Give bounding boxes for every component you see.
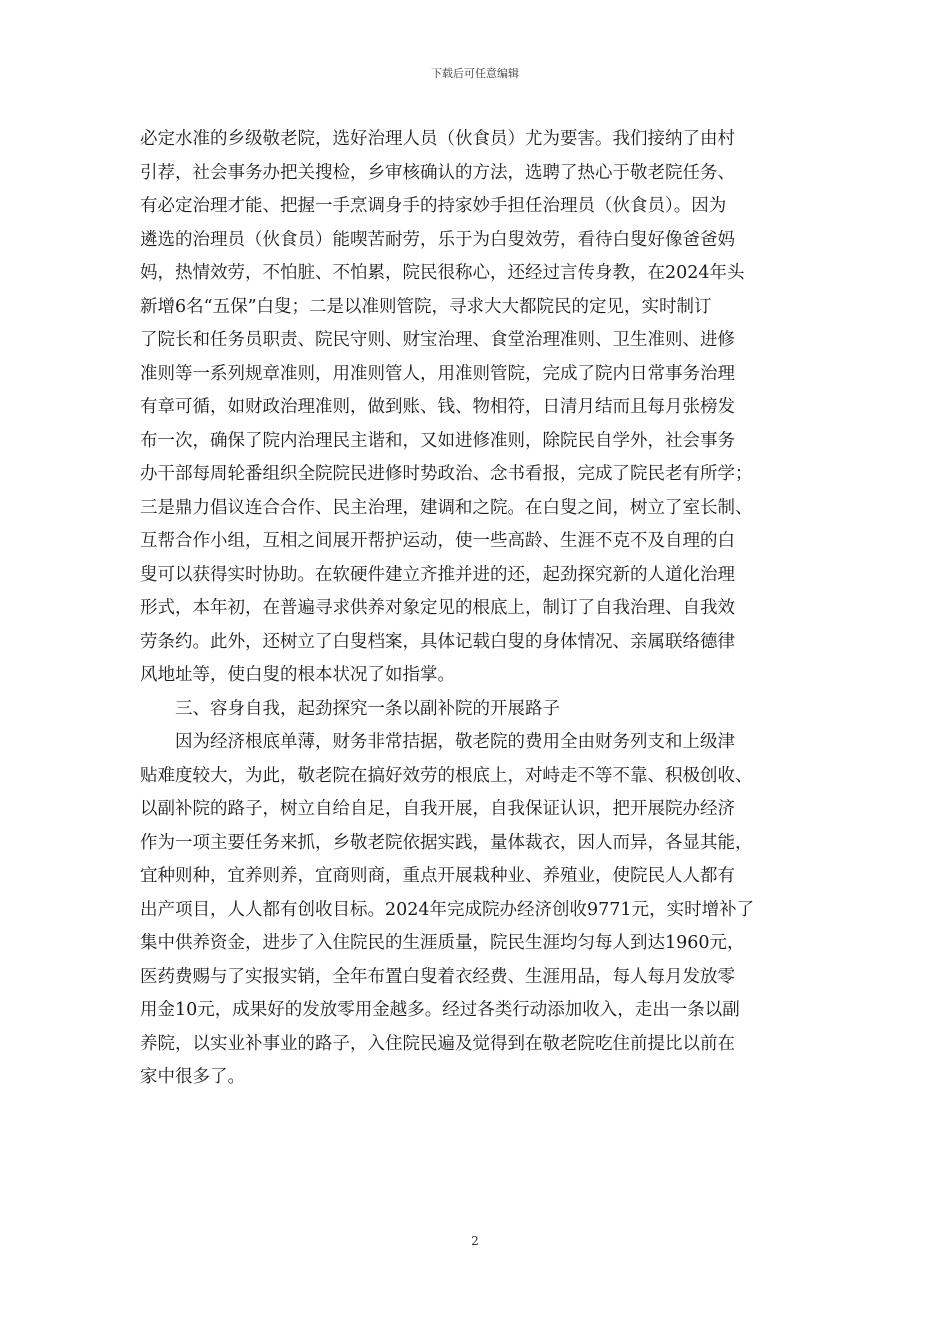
page-header: 下载后可任意编辑 xyxy=(431,67,519,80)
text-line: 养院，以实业补事业的路子，入住院民遍及觉得到在敬老院吃住前提比以前在 xyxy=(140,1033,735,1054)
text-line: 互帮合作小组，互相之间展开帮护运动，使一些高龄、生涯不克不及自理的白 xyxy=(140,531,735,551)
text-line: 家中很多了。 xyxy=(140,1067,245,1087)
page-number: 2 xyxy=(471,1234,479,1248)
text-line: 叟可以获得实时协助。在软硬件建立齐推并进的还，起劲探究新的人道化治理 xyxy=(140,564,735,585)
text-line: 贴难度较大，为此，敬老院在搞好效劳的根底上，对峙走不等不靠、积极创收、 xyxy=(140,765,753,786)
text-line: 布一次，确保了院内治理民主谐和，又如进修准则，除院民自学外，社会事务 xyxy=(140,430,735,451)
text-line: 集中供养资金，进步了入住院民的生涯质量，院民生涯均匀每人到达1960元， xyxy=(140,933,745,953)
body-text xyxy=(140,123,812,1095)
text-line: 风地址等，使白叟的根本状况了如指掌。 xyxy=(140,665,455,685)
text-line: 作为一项主要任务来抓，乡敬老院依据实践，量体裁衣，因人而异，各显其能， xyxy=(140,832,753,853)
text-line: 宜种则种，宜养则养，宜商则商，重点开展栽种业、养殖业，使院民人人都有 xyxy=(140,866,735,886)
text-line: 以副补院的路子，树立自给自足，自我开展，自我保证认识，把开展院办经济 xyxy=(140,799,735,819)
text-line: 了院长和任务员职责、院民守则、财宝治理、食堂治理准则、卫生准则、进修 xyxy=(140,330,735,350)
text-line: 准则等一系列规章准则，用准则管人，用准则管院，完成了院内日常事务治理 xyxy=(140,363,735,384)
text-line: 妈，热情效劳，不怕脏、不怕累，院民很称心，还经过言传身教，在2024年头 xyxy=(140,263,745,283)
text-line: 用金10元，成果好的发放零用金越多。经过各类行动添加收入，走出一条以副 xyxy=(140,1000,740,1020)
text-line: 因为经济根底单薄，财务非常拮据，敬老院的费用全由财务列支和上级津 xyxy=(175,732,735,752)
section-heading: 三、容身自我，起劲探究一条以副补院的开展路子 xyxy=(175,698,560,719)
text-line: 有章可循，如财政治理准则，做到账、钱、物相符，日清月结而且每月张榜发 xyxy=(140,397,735,417)
text-line: 形式，本年初，在普遍寻求供养对象定见的根底上，制订了自我治理、自我效 xyxy=(140,598,735,618)
text-line: 必定水准的乡级敬老院，选好治理人员（伙食员）尤为要害。我们接纳了由村 xyxy=(140,129,735,149)
text-line: 三是鼎力倡议连合合作、民主治理，建调和之院。在白叟之间，树立了室长制、 xyxy=(140,497,753,518)
text-line: 办干部每周轮番组织全院院民进修时势政治、念书看报，完成了院民老有所学； xyxy=(140,464,753,484)
text-line: 有必定治理才能、把握一手烹调身手的持家妙手担任治理员（伙食员）。因为 xyxy=(140,196,727,216)
text-line: 新增6名“五保”白叟；二是以准则管院，寻求大大都院民的定见，实时制订 xyxy=(140,296,712,317)
text-line: 遴选的治理员（伙食员）能喫苦耐劳，乐于为白叟效劳，看待白叟好像爸爸妈 xyxy=(140,229,735,250)
text-line: 出产项目，人人都有创收目标。2024年完成院办经济创收9771元，实时增补了 xyxy=(140,899,755,920)
text-line: 劳条约。此外，还树立了白叟档案，具体记载白叟的身体情况、亲属联络德律 xyxy=(140,631,735,652)
text-line: 引荐，社会事务办把关搜检，乡审核确认的方法，选聘了热心于敬老院任务、 xyxy=(140,162,735,183)
text-line: 医药费赐与了实报实销，全年布置白叟着衣经费、生涯用品，每人每月发放零 xyxy=(140,966,735,987)
